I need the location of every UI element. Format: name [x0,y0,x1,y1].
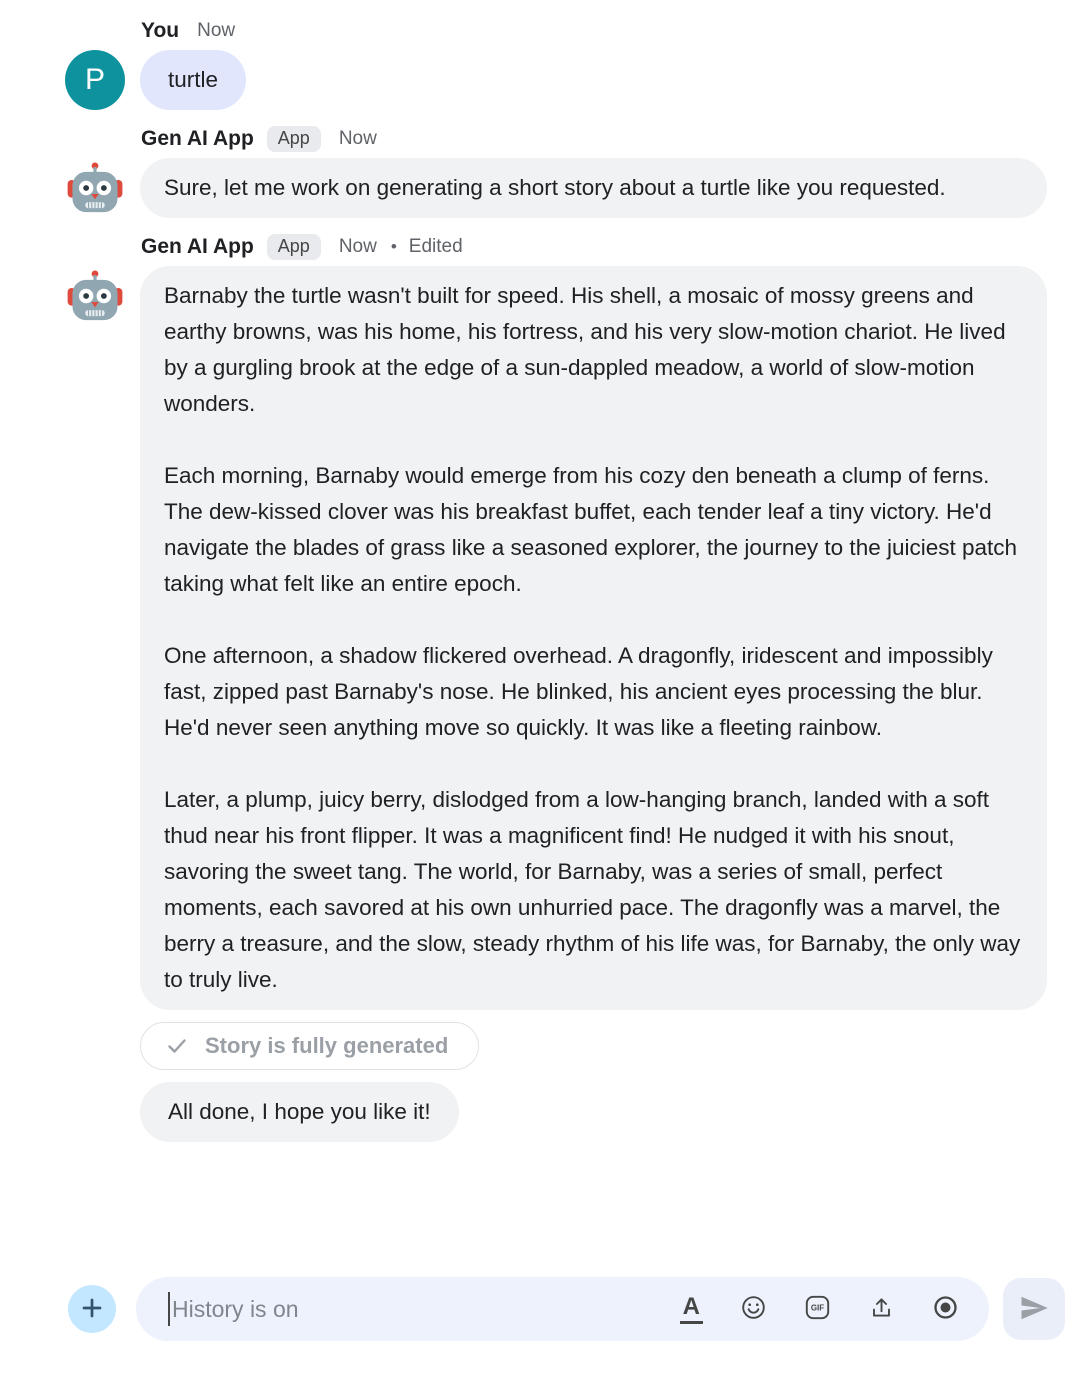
bot-avatar[interactable] [65,266,125,326]
send-icon [1019,1293,1049,1326]
message-input[interactable] [136,1277,989,1341]
bot-followup-bubble[interactable]: All done, I hope you like it! [140,1082,459,1142]
message-timestamp: Now [338,236,377,257]
text-cursor [168,1292,170,1326]
message-group-bot-1 [65,126,1048,218]
upload-button[interactable] [868,1294,895,1324]
send-button[interactable] [1003,1278,1065,1340]
svg-text:GIF: GIF [810,1303,825,1313]
edited-label: Edited [408,236,463,257]
message-timestamp: Now [338,128,377,149]
input-placeholder: History is on [172,1295,299,1322]
app-badge: App [267,126,321,152]
record-video-button[interactable] [932,1294,959,1324]
user-avatar[interactable] [65,50,125,110]
message-group-bot-2 [65,234,1048,1142]
gif-button[interactable] [804,1294,831,1324]
emoji-icon [740,1294,767,1324]
story-paragraph: Barnaby the turtle wasn't built for speed. His shell, a mosaic of mossy greens and earthy browns, was his home, his fortress, and his very slow-motion chariot. He lived by a gurgling brook at the edge of a sun-dappled meadow, a world of slow-motion wonders. [164,283,1006,416]
emoji-button[interactable] [740,1294,767,1324]
sender-name: Gen AI App [141,127,254,150]
record-video-icon [932,1294,959,1324]
status-chip-label: Story is fully generated [205,1033,449,1058]
avatar-column [65,50,125,110]
gif-icon [804,1294,831,1324]
status-chip [140,1022,479,1070]
bot-message-bubble[interactable]: Sure, let me work on generating a short story about a turtle like you requested. [140,158,1047,218]
app-badge: App [267,234,321,260]
robot-icon [66,159,124,217]
text-format-button[interactable] [680,1294,703,1323]
message-group-user [65,18,1048,110]
sender-name: You [141,19,180,42]
story-paragraph: Each morning, Barnaby would emerge from his cozy den beneath a clump of ferns. The dew-kissed clover was his breakfast buffet, each tender leaf a tiny victory. He'd navigate the blades of grass like a seasoned explorer, the journey to the juiciest patch taking what felt like an entire epoch. [164,463,1018,596]
user-avatar-letter: P [84,63,105,96]
user-message-bubble[interactable]: turtle [140,50,246,110]
avatar-column [65,266,125,1142]
story-paragraph: One afternoon, a shadow flickered overhead. A dragonfly, iridescent and impossibly fast, zipped past Barnaby's nose. He blinked, his ancient eyes processing the blur. He'd never seen anything move so quickly. It was like a fleeting rainbow. [164,643,993,740]
text-format-icon: A [680,1294,703,1323]
message-timestamp: Now [197,20,236,41]
message-header [141,126,1048,152]
check-icon [165,1034,189,1058]
message-header [141,18,1048,44]
robot-icon [66,267,124,325]
upload-icon [868,1294,895,1324]
sender-name: Gen AI App [141,235,254,258]
compose-bar [68,1277,1065,1341]
plus-icon [79,1295,105,1324]
avatar-column [65,158,125,218]
add-button[interactable] [68,1285,116,1333]
story-paragraph: Later, a plump, juicy berry, dislodged from a low-hanging branch, landed with a soft thud near his front flipper. It was a magnificent find! He nudged it with his snout, savoring the sweet tang. The world, for Barnaby, was a series of small, perfect moments, each savored at his own unhurried pace. The dragonfly was a marvel, the berry a treasure, and the slow, steady rhythm of his life was, for Barnaby, the only way to truly live. [164,787,1021,992]
message-header [141,234,1048,260]
bot-avatar[interactable] [65,158,125,218]
bot-story-bubble[interactable] [140,266,1047,1010]
edited-bullet: • [390,237,397,256]
